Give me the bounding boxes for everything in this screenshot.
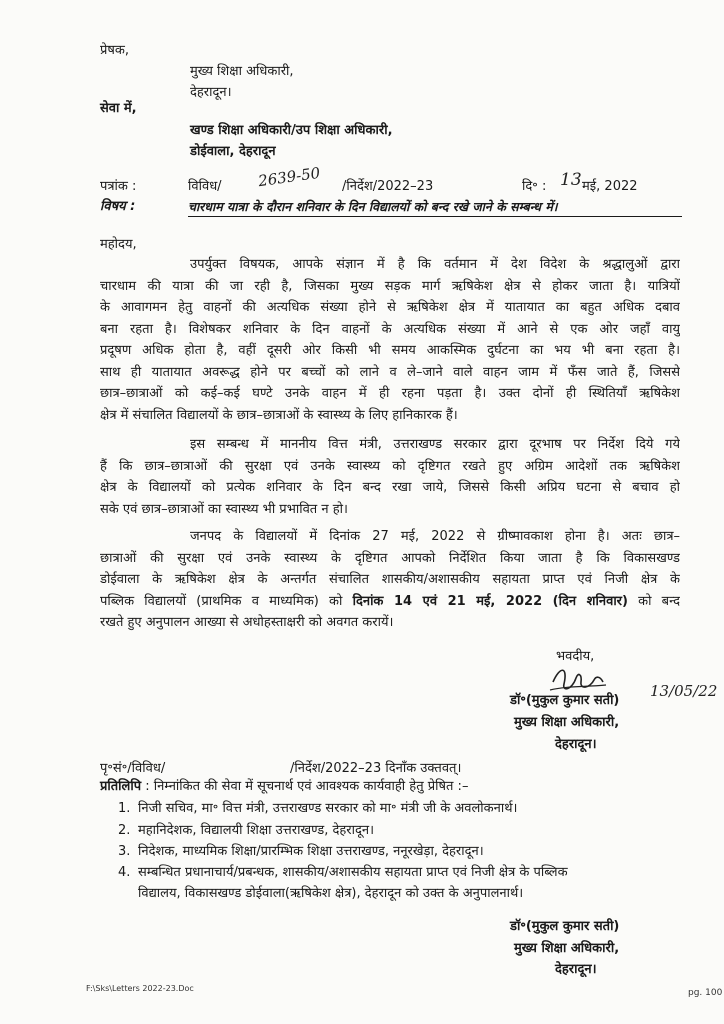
reference-nirdesh: /निर्देश/2022–23: [342, 179, 434, 194]
sender-label: प्रेषक,: [100, 43, 130, 58]
signatory-place-2: देहरादून।: [555, 962, 597, 977]
paragraph-line: छात्राओं की सुरक्षा एवं उनके स्वास्थ्य के दृष्टिगत आपको निर्देशित किया जाता है कि विकासखण्ड: [100, 550, 680, 566]
copy-item-number: 3.: [118, 844, 131, 859]
paragraph-line: सके एवं छात्र–छात्राओं का स्वास्थ्य भी प्रभावित न हो।: [100, 501, 348, 517]
bhavdiya: भवदीय,: [556, 649, 595, 664]
subject-label: विषय :: [100, 199, 136, 214]
paragraph-line: जनपद के विद्यालयों में दिनांक 27 मई, 2022 से ग्रीष्मावकाश होना है। अतः छात्र–: [190, 529, 680, 544]
copy-ref-right: /निर्देश/2022–23 दिनाँक उक्तवत्।: [290, 761, 462, 776]
paragraph-text: को बन्द: [627, 593, 680, 609]
page-number: pg. 100: [688, 988, 723, 998]
copy-item-number: 2.: [118, 823, 131, 838]
signatory-place: देहरादून।: [555, 737, 597, 752]
date-rest: मई, 2022: [582, 179, 638, 194]
file-path: F:\Sks\Letters 2022-23.Doc: [86, 984, 194, 993]
handwritten-letter-number: 2639-50: [257, 163, 322, 191]
copy-item-text: महानिदेशक, विद्यालयी शिक्षा उत्तराखण्ड, देहरादून।: [138, 823, 375, 838]
paragraph-line-with-dates: [100, 591, 680, 613]
signatory-designation: मुख्य शिक्षा अधिकारी,: [514, 715, 620, 730]
date-label: दि॰ :: [522, 179, 547, 194]
recipient-label: सेवा में,: [100, 101, 137, 116]
paragraph-line: प्रदूषण अधिक होता है, वहीं दूसरी ओर किसी भी समय आकस्मिक दुर्घटना का भय भी बना रहता है।: [100, 343, 680, 358]
paragraph-line: छात्र–छात्राओं को कई–कई घण्टे उनके वाहन में ही रहना पड़ता है। उक्त दोनों ही स्थितियाँ ऋषिकेश: [100, 386, 680, 401]
recipient-designation: खण्ड शिक्षा अधिकारी/उप शिक्षा अधिकारी,: [190, 123, 393, 138]
paragraph-line: साथ ही यातायात अवरूद्ध होने पर बच्चों को लाने व ले–जाने वाले वाहन जाम में फँस जाते हैं, जिससे: [100, 364, 680, 380]
paragraph-line: इस सम्बन्ध में माननीय वित्त मंत्री, उत्तराखण्ड सरकार द्वारा दूरभाष पर निर्देश दिये गये: [190, 437, 680, 452]
paragraph-line: रखते हुए अनुपालन आख्या से अधोहस्ताक्षरी को अवगत करायें।: [100, 615, 394, 630]
copy-item-text-continued: विद्यालय, विकासखण्ड डोईवाला(ऋषिकेश क्षेत्र), देहरादून को उक्त के अनुपालनार्थ।: [138, 886, 524, 901]
paragraph-line: डोईवाला के ऋषिकेश क्षेत्र के अन्तर्गत संचालित शासकीय/अशासकीय सहायता प्राप्त एवं निजी क्षेत्र के: [100, 572, 680, 587]
paragraph-1: [100, 254, 680, 426]
salutation: महोदय,: [100, 237, 137, 252]
recipient-place: डोईवाला, देहरादून: [190, 144, 276, 159]
copy-item-text: निदेशक, माध्यमिक शिक्षा/प्रारम्भिक शिक्षा उत्तराखण्ड, ननूरखेड़ा, देहरादून।: [138, 844, 484, 859]
reference-vividh: विविध/: [188, 179, 222, 194]
subject-text: चारधाम यात्रा के दौरान शनिवार के दिन विद्यालयों को बन्द रखे जाने के सम्बन्ध में।: [188, 199, 558, 214]
copy-label: प्रतिलिपि: [100, 779, 142, 794]
copy-item-number: 1.: [118, 801, 131, 816]
copy-item-number: 4.: [118, 865, 131, 880]
sender-place: देहरादून।: [190, 85, 232, 100]
handwritten-date-day: 13: [560, 170, 582, 190]
paragraph-line: बना रहता है। विशेषकर शनिवार के दिन वाहनों के अत्यधिक संख्या में आने से एक ओर जहाँ वायु: [100, 321, 680, 337]
signatory-designation-2: मुख्य शिक्षा अधिकारी,: [514, 941, 620, 956]
paragraph-line: क्षेत्र के विद्यालयों को प्रत्येक शनिवार के दिन बन्द रखा जाये, जिससे किसी अप्रिय घटना से बचाव हो: [100, 480, 680, 495]
closure-dates-bold: दिनांक 14 एवं 21 मई, 2022 (दिन शनिवार): [352, 593, 628, 609]
copy-ref-left: पृ॰सं॰/विविध/: [100, 761, 166, 776]
copy-item-text: सम्बन्धित प्रधानाचार्य/प्रबन्धक, शासकीय/अशासकीय सहायता प्राप्त एवं निजी क्षेत्र के पब्लिक: [138, 865, 568, 880]
paragraph-text: पब्लिक विद्यालयों (प्राथमिक व माध्यमिक) को: [100, 593, 353, 609]
paragraph-line: क्षेत्र में संचालित विद्यालयों के छात्र–छात्राओं के स्वास्थ्य के लिए हानिकारक हैं।: [100, 407, 458, 423]
paragraph-line: चारधाम की यात्रा की जा रही है, जिसका मुख्य सड़क मार्ग ऋषिकेश क्षेत्र से होकर जाता है। यात्रियों: [100, 278, 680, 294]
subject-underline: [188, 216, 682, 217]
handwritten-sign-date: 13/05/22: [650, 682, 718, 700]
patrank-label: पत्रांक :: [100, 179, 137, 194]
signatory-name: डॉ॰(मुकुल कुमार सती): [510, 693, 620, 708]
paragraph-line: उपर्युक्त विषयक, आपके संज्ञान में है कि वर्तमान में देश विदेश के श्रद्धालुओं द्वारा: [190, 257, 680, 272]
copy-item-text: निजी सचिव, मा॰ वित्त मंत्री, उत्तराखण्ड सरकार को मा॰ मंत्री जी के अवलोकनार्थ।: [138, 801, 518, 816]
sender-designation: मुख्य शिक्षा अधिकारी,: [190, 64, 294, 79]
paragraph-line: हैं कि छात्र–छात्राओं की सुरक्षा एवं उनके स्वास्थ्य को दृष्टिगत रखते हुए अग्रिम आदेशों तक ऋषिकेश: [100, 458, 680, 474]
paragraph-2: [100, 434, 680, 520]
paragraph-3: [100, 526, 680, 634]
signatory-name-2: डॉ॰(मुकुल कुमार सती): [510, 919, 620, 934]
copy-list-intro: [100, 778, 468, 795]
copy-intro-text: : निम्नांकित की सेवा में सूचनार्थ एवं आवश्यक कार्यवाही हेतु प्रेषित :–: [141, 779, 469, 794]
paragraph-line: के आवागमन हेतु वाहनों की अत्यधिक संख्या होने से ऋषिकेश क्षेत्र में यातायात का बहुत अधिक दबाव: [100, 300, 680, 315]
